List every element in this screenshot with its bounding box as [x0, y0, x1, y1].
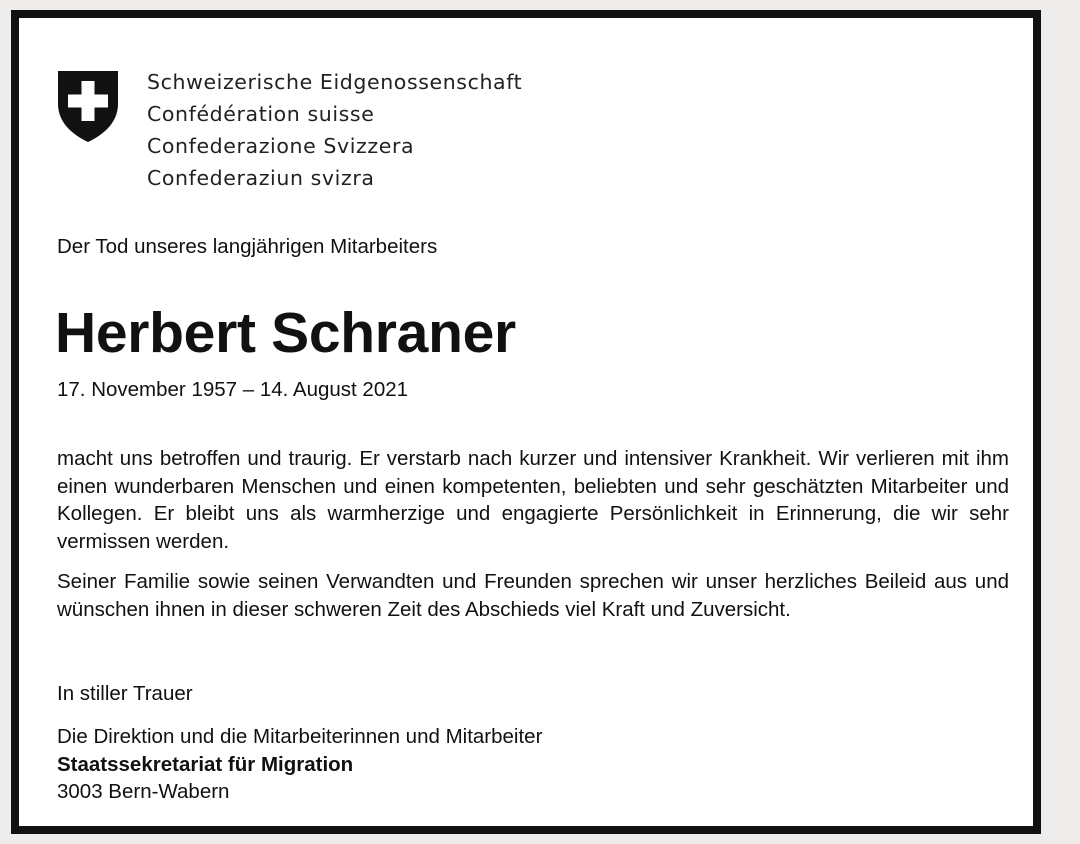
- confederation-names: [147, 66, 627, 194]
- notice-body: [57, 445, 1009, 636]
- confederation-name-it: Confederazione Svizzera: [147, 134, 415, 158]
- signature-line: Die Direktion und die Mitarbeiterinnen und Mitarbeiter: [57, 725, 543, 748]
- signature-block: [57, 723, 542, 806]
- closing-line: In stiller Trauer: [57, 682, 193, 705]
- body-paragraph: Seiner Familie sowie seinen Verwandten und Freunden sprechen wir unser herzliches Beileid aus und wünschen ihnen in dieser schweren Zeit des Abschieds viel Kraft und Zuversicht.: [57, 570, 1009, 621]
- confederation-name-de: Schweizerische Eidgenossenschaft: [147, 70, 523, 94]
- swiss-cross-shield-icon: [55, 68, 121, 144]
- life-dates: 17. November 1957 – 14. August 2021: [57, 378, 409, 401]
- signature-address: 3003 Bern-Wabern: [57, 780, 230, 803]
- intro-line: Der Tod unseres langjährigen Mitarbeiters: [57, 235, 438, 258]
- body-paragraph: macht uns betroffen und traurig. Er verstarb nach kurzer und intensiver Krankheit. Wir verlieren mit ihm einen wunderbaren Menschen und einen kompetenten, beliebten und sehr geschätzten Mitarbeiter und Kollegen. Er bleibt uns als warmherzige und engagierte Persönlichkeit in Erinnerung, die wir sehr vermissen werden.: [57, 447, 1009, 553]
- confederation-name-rm: Confederaziun svizra: [147, 166, 375, 190]
- signature-organization: Staatssekretariat für Migration: [57, 752, 354, 776]
- obituary-notice: [11, 10, 1041, 834]
- confederation-name-fr: Confédération suisse: [147, 102, 375, 126]
- deceased-name: Herbert Schraner: [55, 301, 516, 365]
